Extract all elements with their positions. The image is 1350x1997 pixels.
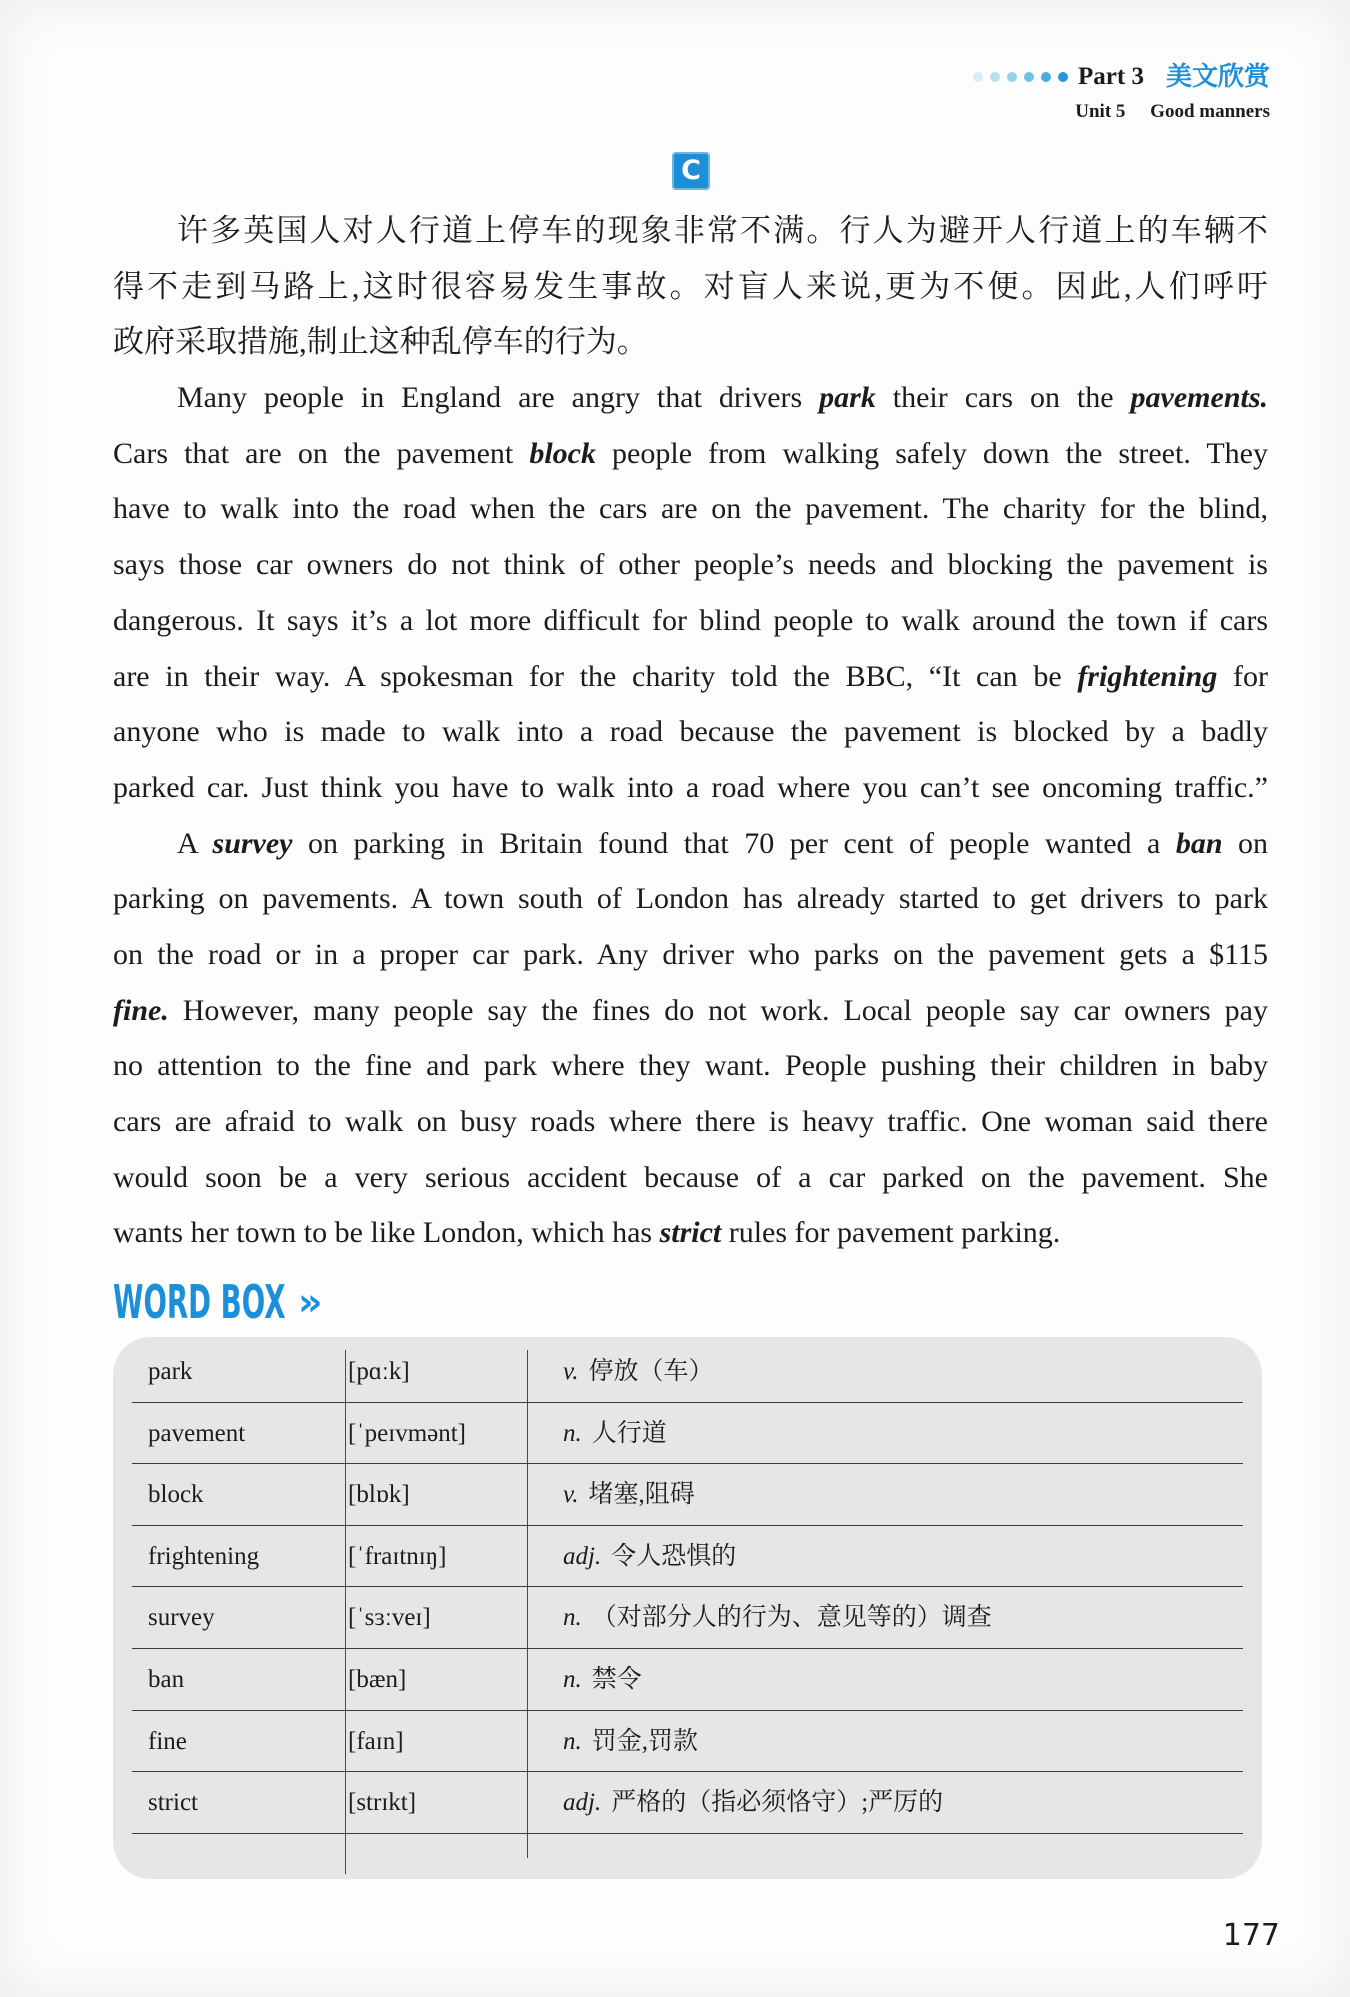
phonetic-cell: [ˈsɜːveɪ] bbox=[348, 1604, 431, 1632]
header-unit-row bbox=[966, 100, 1270, 124]
passage-line bbox=[113, 370, 1268, 426]
word-row bbox=[132, 1772, 1243, 1834]
keyword: park bbox=[819, 381, 876, 415]
word-cell: ban bbox=[148, 1665, 185, 1693]
unit-label: Unit 5 bbox=[1075, 101, 1126, 122]
passage-text: are in their way. A spokesman for the charity told the BBC, “It can be bbox=[113, 659, 1078, 693]
phonetic-cell: [pɑːk] bbox=[348, 1358, 410, 1385]
word-cell: park bbox=[148, 1358, 193, 1385]
definition-cell bbox=[563, 1464, 695, 1526]
word-cell: fine bbox=[148, 1727, 187, 1755]
passage-line bbox=[113, 927, 1268, 983]
passage-text: no attention to the fine and park where they want. People pushing their children in baby bbox=[113, 1049, 1268, 1083]
section-badge: C bbox=[672, 152, 710, 190]
header-dot bbox=[973, 72, 983, 82]
word-row bbox=[132, 1464, 1243, 1526]
chinese-intro-line: 政府采取措施,制止这种乱停车的行为。 bbox=[113, 324, 648, 360]
part-of-speech: v. bbox=[563, 1481, 579, 1509]
passage-line bbox=[113, 871, 1268, 927]
passage-text: However, many people say the fines do not work. Local people say car owners pay bbox=[168, 993, 1268, 1027]
meaning-text: 罚金,罚款 bbox=[591, 1727, 699, 1755]
passage-line bbox=[113, 1038, 1268, 1094]
passage-line bbox=[113, 1150, 1268, 1206]
part-of-speech: n. bbox=[563, 1665, 582, 1693]
word-box-table bbox=[132, 1341, 1243, 1834]
word-cell: frightening bbox=[148, 1542, 260, 1570]
word-row bbox=[132, 1649, 1243, 1711]
passage-text: people from walking safely down the street. They bbox=[595, 436, 1268, 470]
passage-line bbox=[113, 649, 1268, 705]
keyword: strict bbox=[659, 1216, 722, 1250]
meaning-text: 人行道 bbox=[591, 1419, 667, 1447]
passage-text: cars are afraid to walk on busy roads where there is heavy traffic. One woman said there bbox=[113, 1105, 1268, 1138]
page-header bbox=[966, 60, 1270, 124]
passage-text: A bbox=[177, 826, 213, 860]
chinese-intro-line: 得不走到马路上,这时很容易发生事故。对盲人来说,更为不便。因此,人们呼吁 bbox=[113, 268, 1268, 304]
phonetic-cell: [blɒk] bbox=[348, 1481, 410, 1509]
keyword: ban bbox=[1175, 826, 1223, 860]
header-dot bbox=[1041, 72, 1051, 82]
passage-line bbox=[113, 816, 1268, 872]
passage-line bbox=[113, 760, 1268, 816]
part-of-speech: adj. bbox=[563, 1789, 602, 1817]
passage-line bbox=[113, 983, 1268, 1039]
part-of-speech: adj. bbox=[563, 1542, 602, 1570]
word-cell: survey bbox=[148, 1604, 215, 1632]
passage-text: have to walk into the road when the cars are on the pavement. The charity for the blind, bbox=[113, 492, 1268, 526]
passage-line bbox=[113, 1205, 1268, 1261]
word-cell: block bbox=[148, 1481, 204, 1509]
header-dot bbox=[1024, 72, 1034, 82]
phonetic-cell: [faɪn] bbox=[348, 1727, 404, 1755]
header-dot bbox=[1058, 72, 1068, 82]
phonetic-cell: [bæn] bbox=[348, 1665, 407, 1693]
meaning-text: 堵塞,阻碍 bbox=[588, 1481, 695, 1509]
word-row bbox=[132, 1403, 1243, 1465]
header-dot bbox=[990, 72, 1000, 82]
definition-cell bbox=[563, 1587, 992, 1649]
passage-text: says those car owners do not think of other people’s needs and blocking the pavement is bbox=[113, 548, 1268, 582]
meaning-text: （对部分人的行为、意见等的）调查 bbox=[591, 1604, 992, 1632]
keyword: frightening bbox=[1077, 659, 1218, 693]
meaning-text: 令人恐惧的 bbox=[611, 1542, 737, 1570]
passage-text: on bbox=[1222, 826, 1269, 860]
passage-text: dangerous. It says it’s a lot more difficult for blind people to walk around the town if cars bbox=[113, 603, 1268, 637]
phonetic-cell: [ˈpeɪvmənt] bbox=[348, 1419, 467, 1447]
word-row bbox=[132, 1526, 1243, 1588]
passage-line bbox=[113, 537, 1268, 593]
passage-text: anyone who is made to walk into a road because the pavement is blocked by a badly bbox=[113, 715, 1268, 749]
unit-title: Good manners bbox=[1150, 101, 1270, 122]
word-row bbox=[132, 1711, 1243, 1773]
passage-text: their cars on the bbox=[875, 381, 1131, 415]
english-passage bbox=[113, 370, 1268, 1261]
definition-cell bbox=[563, 1341, 714, 1403]
part-label: Part 3 bbox=[1078, 63, 1144, 90]
definition-cell bbox=[563, 1526, 736, 1588]
meaning-text: 禁令 bbox=[591, 1665, 642, 1693]
definition-cell bbox=[563, 1649, 642, 1711]
definition-cell bbox=[563, 1711, 698, 1773]
phonetic-cell: [ˈfraɪtnɪŋ] bbox=[348, 1542, 447, 1570]
word-cell: strict bbox=[148, 1789, 198, 1817]
passage-line bbox=[113, 481, 1268, 537]
passage-text: wants her town to be like London, which has bbox=[113, 1216, 660, 1250]
reading-text bbox=[113, 203, 1268, 1261]
part-of-speech: n. bbox=[563, 1604, 582, 1632]
passage-text: for bbox=[1217, 659, 1268, 693]
header-dots bbox=[966, 72, 1068, 82]
passage-text: Cars that are on the pavement bbox=[113, 436, 530, 470]
passage-line bbox=[113, 1094, 1268, 1150]
passage-text: on parking in Britain found that 70 per cent of people wanted a bbox=[292, 826, 1176, 860]
passage-text: would soon be a very serious accident because of a car parked on the pavement. She bbox=[113, 1160, 1268, 1194]
header-dot bbox=[1007, 72, 1017, 82]
definition-cell bbox=[563, 1772, 943, 1834]
part-of-speech: n. bbox=[563, 1419, 582, 1447]
passage-line bbox=[113, 704, 1268, 760]
word-row bbox=[132, 1341, 1243, 1403]
keyword: survey bbox=[212, 826, 293, 860]
word-cell: pavement bbox=[148, 1419, 246, 1447]
page-number: 177 bbox=[1222, 1918, 1280, 1953]
passage-line bbox=[113, 426, 1268, 482]
passage-line bbox=[113, 593, 1268, 649]
word-row bbox=[132, 1587, 1243, 1649]
chinese-intro-line: 许多英国人对人行道上停车的现象非常不满。行人为避开人行道上的车辆不 bbox=[177, 213, 1268, 248]
keyword: block bbox=[529, 436, 596, 470]
meaning-text: 严格的（指必须恪守）;严厉的 bbox=[611, 1789, 944, 1817]
part-of-speech: v. bbox=[563, 1358, 579, 1385]
header-top-row bbox=[966, 60, 1270, 94]
section-label: 美文欣赏 bbox=[1165, 62, 1270, 92]
passage-text: rules for pavement parking. bbox=[721, 1216, 1061, 1250]
part-of-speech: n. bbox=[563, 1727, 582, 1755]
passage-text: Many people in England are angry that drivers bbox=[177, 381, 820, 415]
keyword: pavements. bbox=[1130, 381, 1269, 415]
passage-text: parking on pavements. A town south of London has already started to get drivers to park bbox=[113, 882, 1268, 916]
passage-text: parked car. Just think you have to walk into a road where you can’t see oncoming traffic.” bbox=[113, 770, 1268, 804]
definition-cell bbox=[563, 1403, 667, 1465]
meaning-text: 停放（车） bbox=[588, 1358, 714, 1385]
keyword: fine. bbox=[113, 993, 169, 1027]
double-chevron-icon: » bbox=[298, 1280, 323, 1324]
word-box-title: WORD BOX bbox=[113, 1275, 286, 1329]
passage-text: on the road or in a proper car park. Any driver who parks on the pavement gets a $115 bbox=[113, 937, 1268, 971]
phonetic-cell: [strɪkt] bbox=[348, 1789, 417, 1817]
